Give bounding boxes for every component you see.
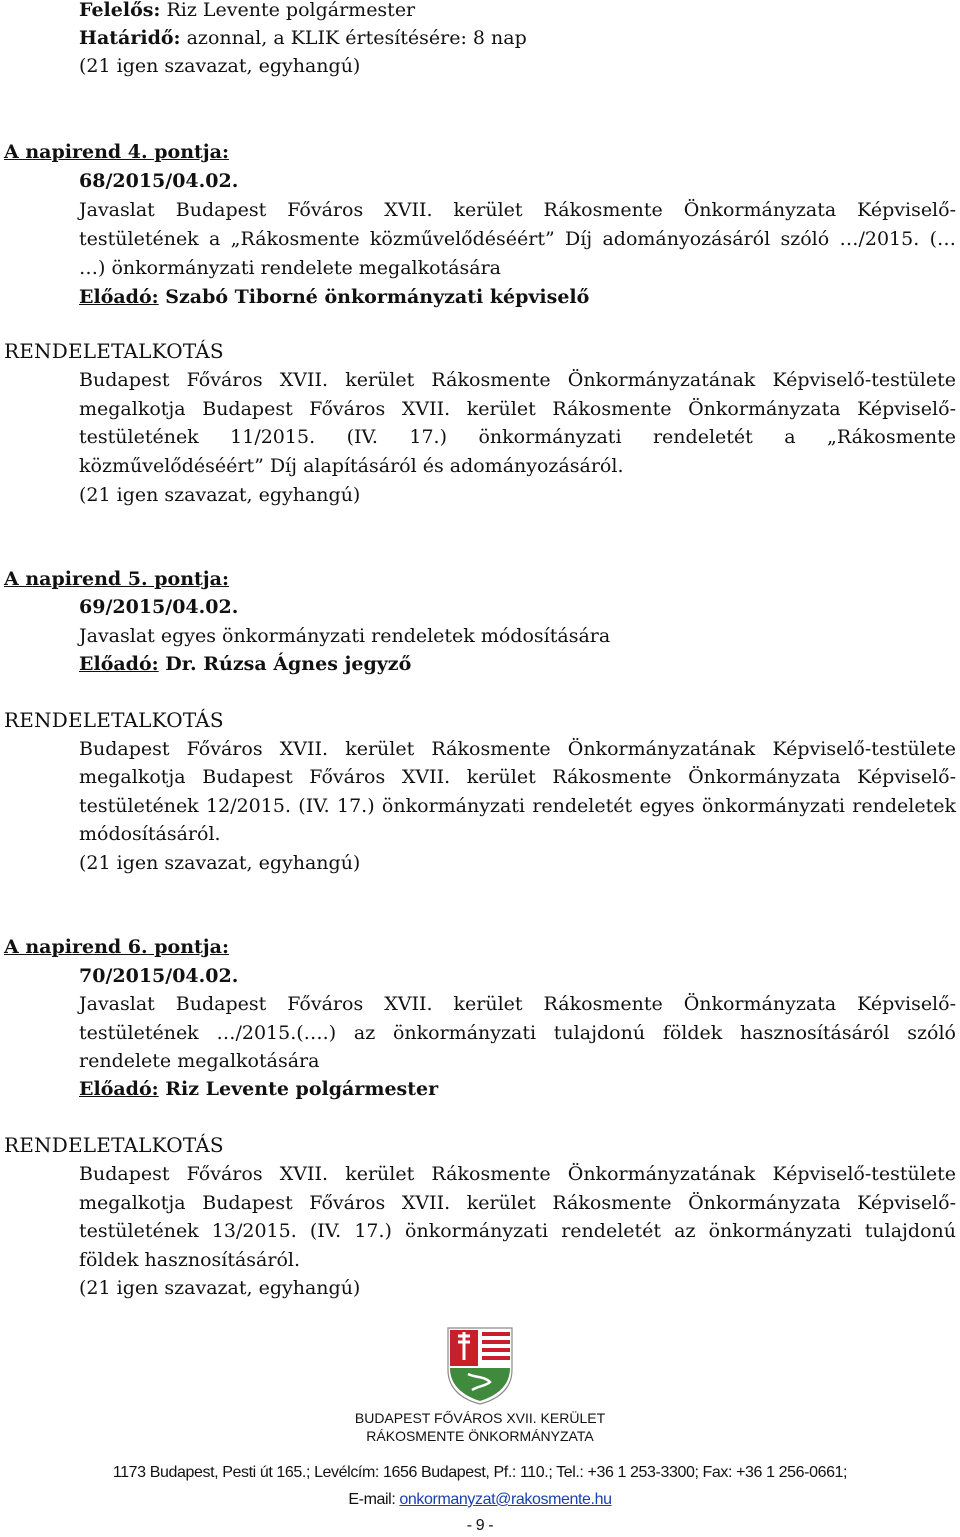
item4-decision-line: testületének 11/2015. (IV. 17.) önkormányzati rendeletét a „Rákosmente	[79, 426, 956, 448]
item6-presenter-label: Előadó:	[79, 1078, 159, 1100]
item4-presenter	[79, 283, 589, 311]
item4-proposal-line: testületének a „Rákosmente közművelődéséért” Díj adományozásáról szóló …/2015. (…	[79, 228, 956, 250]
hatarido-value: azonnal, a KLIK értesítésére: 8 nap	[180, 27, 527, 49]
page-number: - 9 -	[466, 1517, 494, 1534]
item6-heading: A napirend 6. pontja:	[4, 936, 229, 958]
item5-presenter-label: Előadó:	[79, 653, 159, 675]
item6-number: 70/2015/04.02.	[79, 965, 239, 987]
item6-proposal-line: Javaslat Budapest Főváros XVII. kerület Rákosmente Önkormányzata Képviselő-	[79, 993, 956, 1015]
item4-heading: A napirend 4. pontja:	[4, 141, 229, 163]
item6-proposal-line: testületének …/2015.(….) az önkormányzati tulajdonú földek hasznosításáról szóló	[79, 1022, 956, 1044]
item6-decision-line: Budapest Főváros XVII. kerület Rákosmente Önkormányzatának Képviselő-testülete	[79, 1163, 956, 1185]
item4-presenter-label: Előadó:	[79, 286, 159, 308]
item4-decision-line: közművelődéséért” Díj alapításáról és adományozásáról.	[79, 455, 624, 477]
footer-contact-line: 1173 Budapest, Pesti út 165.; Levélcím: 1656 Budapest, Pf.: 110.; Tel.: +36 1 253-3300; Fax: +36 1 256-0661;	[112, 1464, 848, 1481]
footer-org-line2: RÁKOSMENTE ÖNKORMÁNYZATA	[366, 1428, 594, 1444]
item6-presenter-name: Riz Levente polgármester	[158, 1078, 439, 1100]
footer-email-line	[0, 1489, 960, 1511]
felelos-label: Felelős:	[79, 0, 161, 21]
email-link[interactable]: onkormanyzat@rakosmente.hu	[399, 1491, 612, 1508]
top-vote: (21 igen szavazat, egyhangú)	[79, 55, 361, 77]
hatarido-label: Határidő:	[79, 27, 181, 49]
item4-presenter-name: Szabó Tiborné önkormányzati képviselő	[158, 286, 590, 308]
item5-presenter	[79, 650, 411, 678]
item5-decision-line: Budapest Főváros XVII. kerület Rákosmente Önkormányzatának Képviselő-testülete	[79, 738, 956, 760]
felelos-line	[79, 0, 415, 24]
item4-number: 68/2015/04.02.	[79, 170, 239, 192]
item6-decision-line: testületének 13/2015. (IV. 17.) önkormányzati rendeletét az önkormányzati tulajdonú	[79, 1220, 956, 1242]
footer-org-line1: BUDAPEST FŐVÁROS XVII. KERÜLET	[354, 1410, 606, 1426]
coat-of-arms-icon	[446, 1326, 514, 1406]
item5-presenter-name: Dr. Rúzsa Ágnes jegyző	[158, 653, 412, 675]
item4-decision-line: Budapest Főváros XVII. kerület Rákosmente Önkormányzatának Képviselő-testülete	[79, 369, 956, 391]
item5-decision-line: megalkotja Budapest Főváros XVII. kerület Rákosmente Önkormányzata Képviselő-	[79, 766, 956, 788]
item4-proposal-line: …) önkormányzati rendelete megalkotására	[79, 257, 502, 279]
item5-decision-title: RENDELETALKOTÁS	[4, 708, 224, 732]
felelos-value: Riz Levente polgármester	[160, 0, 416, 21]
item5-decision-line: módosításáról.	[79, 823, 221, 845]
item4-proposal-line: Javaslat Budapest Főváros XVII. kerület Rákosmente Önkormányzata Képviselő-	[79, 199, 956, 221]
item5-decision-line: testületének 12/2015. (IV. 17.) önkormányzati rendeletét egyes önkormányzati rendeletek	[79, 795, 956, 817]
item6-vote: (21 igen szavazat, egyhangú)	[79, 1277, 361, 1299]
item6-proposal-line: rendelete megalkotására	[79, 1050, 320, 1072]
item4-decision-line: megalkotja Budapest Főváros XVII. kerület Rákosmente Önkormányzata Képviselő-	[79, 398, 956, 420]
item4-vote: (21 igen szavazat, egyhangú)	[79, 484, 361, 506]
item4-decision-title: RENDELETALKOTÁS	[4, 339, 224, 363]
footer-email-label: E-mail:	[348, 1491, 400, 1508]
item6-presenter	[79, 1075, 438, 1103]
item6-decision-line: megalkotja Budapest Főváros XVII. kerület Rákosmente Önkormányzata Képviselő-	[79, 1192, 956, 1214]
item5-vote: (21 igen szavazat, egyhangú)	[79, 852, 361, 874]
item5-proposal-line: Javaslat egyes önkormányzati rendeletek módosítására	[79, 625, 611, 647]
hatarido-line	[79, 24, 527, 52]
item6-decision-line: földek hasznosításáról.	[79, 1249, 301, 1271]
item6-decision-title: RENDELETALKOTÁS	[4, 1133, 224, 1157]
item5-heading: A napirend 5. pontja:	[4, 568, 229, 590]
item5-number: 69/2015/04.02.	[79, 596, 239, 618]
